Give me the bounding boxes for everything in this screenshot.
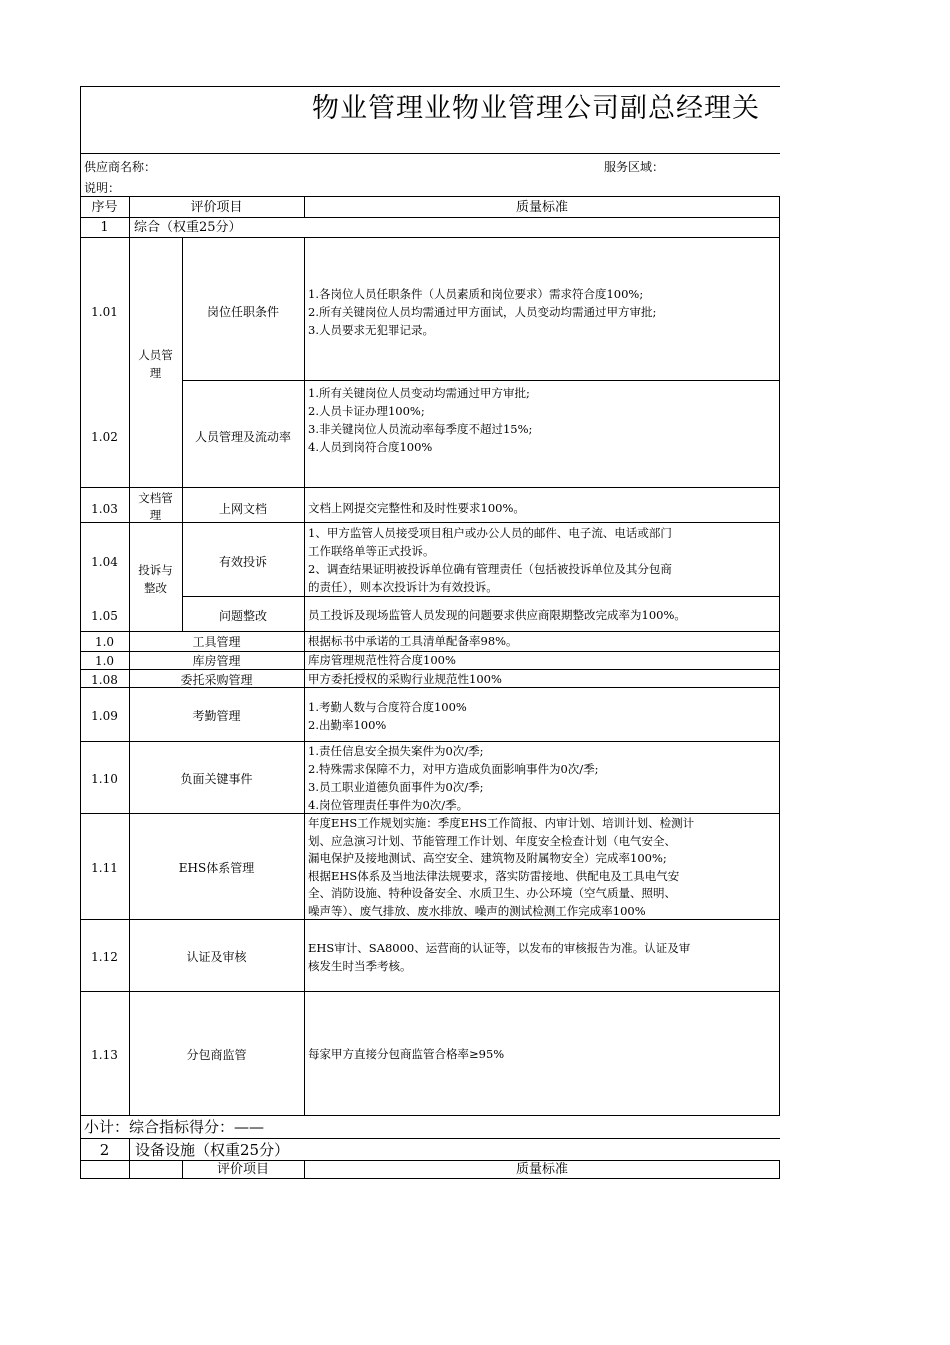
row-standard: 甲方委托授权的采购行业规范性100% (308, 672, 502, 686)
row-number: 1.08 (91, 673, 118, 687)
col-header-item: 评价项目 (190, 200, 243, 215)
col-header-no: 序号 (91, 200, 118, 215)
group-label-docs: 文档管 理 (138, 491, 173, 522)
row-standard: 根据标书中承诺的工具清单配备率98%。 (308, 634, 518, 648)
row-item: 库房管理 (192, 654, 241, 668)
row-item: 委托采购管理 (180, 673, 253, 687)
row-number: 1.0 (94, 654, 115, 668)
subtotal-label: 小计：综合指标得分：—— (84, 1118, 265, 1136)
row-standard: 文档上网提交完整性和及时性要求100%。 (308, 501, 525, 515)
row-item: 人员管理及流动率 (194, 430, 291, 444)
row-number: 1.11 (91, 861, 118, 875)
row-number: 1.05 (91, 609, 118, 623)
row-number: 1.13 (91, 1048, 118, 1062)
page-title: 物业管理业物业管理公司副总经理关 (312, 93, 760, 124)
group-label-personnel: 人员管 理 (138, 348, 173, 380)
row-item: EHS体系管理 (178, 861, 255, 875)
row-item: 有效投诉 (218, 555, 267, 569)
row-item: 问题整改 (218, 609, 267, 623)
row-number: 1.03 (91, 502, 118, 516)
section-title: 设备设施（权重25分） (135, 1141, 290, 1159)
row-number: 1.02 (91, 430, 118, 444)
row-standard: 库房管理规范性符合度100% (308, 653, 456, 667)
row-standard: EHS审计、SA8000、运营商的认证等，以发布的审核报告为准。认证及审 核发生时当季考核。 (308, 941, 691, 973)
note-label: 说明： (84, 181, 121, 195)
section-number: 1 (100, 220, 109, 235)
row-number: 1.0 (94, 635, 115, 649)
row-item: 考勤管理 (192, 709, 241, 723)
row-standard: 1.考勤人数与合度符合度100% 2.出勤率100% (308, 700, 467, 732)
row-item: 工具管理 (192, 635, 241, 649)
section-title: 综合（权重25分） (134, 220, 242, 235)
col-header-standard: 质量标准 (515, 200, 568, 215)
supplier-name-label: 供应商名称： (84, 160, 157, 174)
row-number: 1.12 (91, 950, 118, 964)
group-label-complaint: 投诉与 整改 (138, 563, 173, 595)
row-item: 分包商监管 (186, 1048, 247, 1062)
row-item: 上网文档 (218, 502, 267, 516)
row-standard: 1.所有关键岗位人员变动均需通过甲方审批; 2.人员卡证办理100%; 3.非关键岗位人员流动率每季度不超过15%; 4.人员到岗符合度100% (308, 386, 533, 454)
section-number: 2 (99, 1141, 110, 1159)
col-header-standard: 质量标准 (515, 1162, 568, 1177)
service-region-label: 服务区域： (604, 160, 665, 174)
row-standard: 1.各岗位人员任职条件（人员素质和岗位要求）需求符合度100%; 2.所有关键岗位人员均需通过甲方面试，人员变动均需通过甲方审批; 3.人员要求无犯罪记录。 (308, 287, 657, 337)
row-standard: 1.责任信息安全损失案件为0次/季; 2.特殊需求保障不力，对甲方造成负面影响事件为0次/季; 3.员工职业道德负面事件为0次/季; 4.岗位管理责任事件为0次/季。 (308, 744, 599, 812)
col-header-item: 评价项目 (216, 1162, 269, 1177)
row-standard: 每家甲方直接分包商监管合格率≥95% (308, 1047, 505, 1061)
row-number: 1.10 (91, 772, 118, 786)
row-standard: 员工投诉及现场监管人员发现的问题要求供应商限期整改完成率为100%。 (308, 608, 686, 622)
row-standard: 年度EHS工作规划实施：季度EHS工作简报、内审计划、培训计划、检测计 划、应急演习计划、节能管理工作计划、年度安全检查计划（电气安全、 漏电保护及接地测试、高空安全、建筑物及附属物安全）完成率100%; 根据EHS体系及当地法律法规要求，落实防雷接地、供配电及工具电气安 全、消防设施、特种设备安全、水质卫生、办公环境（空气质量、照明、 噪声等）、废气排放、废水排放、噪声的测试检测工作完成率100% (308, 816, 695, 918)
row-standard: 1、甲方监管人员接受项目租户或办公人员的邮件、电子流、电话或部门 工作联络单等正式投诉。 2、调查结果证明被投诉单位确有管理责任（包括被投诉单位及其分包商 的责任），则本次投诉计为有效投诉。 (308, 526, 672, 594)
row-number: 1.04 (91, 555, 118, 569)
row-number: 1.01 (91, 305, 118, 319)
row-item: 岗位任职条件 (206, 305, 279, 319)
row-item: 负面关键事件 (180, 772, 253, 786)
row-item: 认证及审核 (186, 950, 247, 964)
row-number: 1.09 (91, 709, 118, 723)
